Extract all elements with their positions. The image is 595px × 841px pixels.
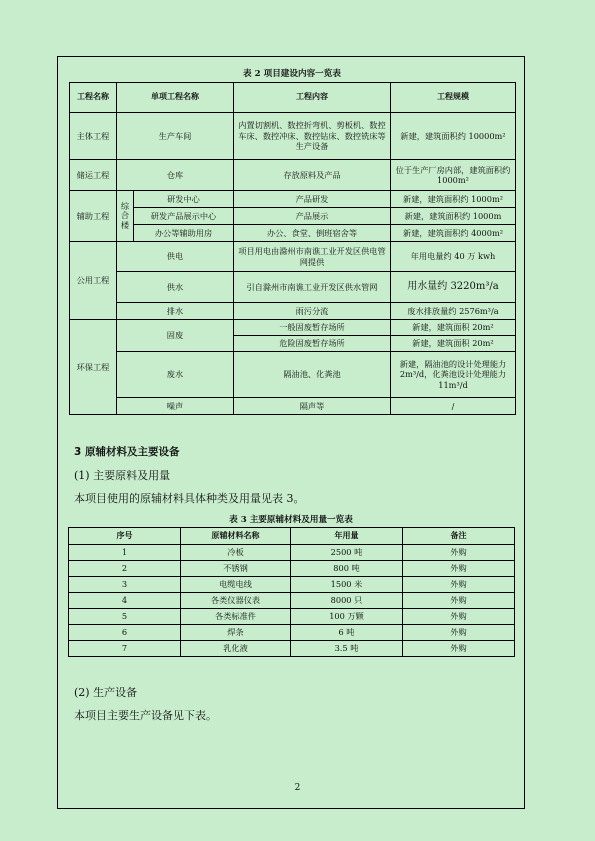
row-material: 乳化液 <box>181 641 291 657</box>
row-usage: 2500 吨 <box>291 545 403 561</box>
project-scale: / <box>391 398 516 415</box>
materials-table <box>68 527 515 657</box>
row-remark: 外购 <box>403 593 515 609</box>
project-content: 产品展示 <box>234 208 391 225</box>
project-content: 引自滁州市南谯工业开发区供水管网 <box>234 272 391 303</box>
subproject-name: 固废 <box>117 320 234 352</box>
header-index: 序号 <box>69 528 181 545</box>
project-scale: 位于生产厂房内部，建筑面积约 1000m² <box>391 160 516 191</box>
category-aux: 辅助工程 <box>70 191 117 242</box>
header-scale: 工程规模 <box>391 83 516 113</box>
project-scale: 废水排放量约 2576m³/a <box>391 303 516 320</box>
row-remark: 外购 <box>403 625 515 641</box>
project-scale: 用水量约 3220m³/a <box>391 272 516 303</box>
project-content: 隔声等 <box>234 398 391 415</box>
subproject-name: 研发中心 <box>134 191 234 208</box>
table-row <box>70 398 516 415</box>
row-usage: 3.5 吨 <box>291 641 403 657</box>
table-row <box>70 242 516 272</box>
row-usage: 800 吨 <box>291 561 403 577</box>
table-row <box>69 609 515 625</box>
row-index: 6 <box>69 625 181 641</box>
row-index: 3 <box>69 577 181 593</box>
row-material: 电缆电线 <box>181 577 291 593</box>
row-material: 各类标准件 <box>181 609 291 625</box>
section-heading: 3 原辅材料及主要设备 <box>74 446 180 458</box>
header-subproject-name: 单项工程名称 <box>117 83 234 113</box>
row-remark: 外购 <box>403 545 515 561</box>
row-usage: 8000 只 <box>291 593 403 609</box>
row-remark: 外购 <box>403 577 515 593</box>
table-row <box>69 577 515 593</box>
project-scale: 新建，建筑面积约 1000m <box>391 208 516 225</box>
table-row <box>70 160 516 191</box>
row-material: 冷板 <box>181 545 291 561</box>
category-env: 环保工程 <box>70 320 117 415</box>
project-content: 隔油池、化粪池 <box>234 352 391 398</box>
row-material: 焊条 <box>181 625 291 641</box>
project-content: 一般固废暂存场所 <box>234 320 391 336</box>
project-scale: 新建，隔油池的设计处理能力 2m³/d，化粪池设计处理能力 11m³/d <box>391 352 516 398</box>
row-material: 各类仪器仪表 <box>181 593 291 609</box>
category-utility: 公用工程 <box>70 242 117 320</box>
table-row <box>69 561 515 577</box>
row-remark: 外购 <box>403 561 515 577</box>
subsection-materials: (1) 主要原料及用量 <box>74 469 171 482</box>
project-scale: 新建，建筑面积约 1000m² <box>391 191 516 208</box>
subproject-name: 废水 <box>117 352 234 398</box>
project-content: 办公、食堂、倒班宿舍等 <box>234 225 391 242</box>
table-row <box>70 191 516 208</box>
row-usage: 6 吨 <box>291 625 403 641</box>
project-content: 存放原料及产品 <box>234 160 391 191</box>
table-row <box>70 225 516 242</box>
project-scale: 新建，建筑面积 20m² <box>391 336 516 352</box>
header-material: 原辅材料名称 <box>181 528 291 545</box>
project-content: 内置切割机、数控折弯机、剪板机、数控车床、数控冲床、数控钻床、数控铣床等生产设备 <box>234 113 391 160</box>
row-usage: 1500 米 <box>291 577 403 593</box>
project-scale: 年用电量约 40 万 kwh <box>391 242 516 272</box>
building-label: 综合楼 <box>117 191 134 242</box>
table-header-row <box>69 528 515 545</box>
row-index: 5 <box>69 609 181 625</box>
page-number: 2 <box>294 783 301 793</box>
subsection-equipment: (2) 生产设备 <box>74 686 138 699</box>
paragraph-materials: 本项目使用的原辅材料具体种类及用量见表 3。 <box>74 492 305 505</box>
subproject-name: 排水 <box>117 303 234 320</box>
row-index: 2 <box>69 561 181 577</box>
header-project-name: 工程名称 <box>70 83 117 113</box>
row-usage: 100 万颗 <box>291 609 403 625</box>
row-index: 7 <box>69 641 181 657</box>
subproject-name: 办公等辅助用房 <box>134 225 234 242</box>
project-content: 产品研发 <box>234 191 391 208</box>
table-header-row <box>70 83 516 113</box>
table-row <box>70 208 516 225</box>
category-main: 主体工程 <box>70 113 117 160</box>
project-scale: 新建，建筑面积约 4000m² <box>391 225 516 242</box>
project-content: 项目用电由滁州市南谯工业开发区供电管网提供 <box>234 242 391 272</box>
project-content: 危险固废暂存场所 <box>234 336 391 352</box>
table-row <box>69 625 515 641</box>
project-content: 雨污分流 <box>234 303 391 320</box>
header-content: 工程内容 <box>234 83 391 113</box>
table-row <box>69 545 515 561</box>
table-row <box>70 352 516 398</box>
header-annual-usage: 年用量 <box>291 528 403 545</box>
table-row <box>69 641 515 657</box>
row-index: 1 <box>69 545 181 561</box>
subproject-name: 生产车间 <box>117 113 234 160</box>
subproject-name: 供水 <box>117 272 234 303</box>
project-scale: 新建，建筑面积 20m² <box>391 320 516 336</box>
row-material: 不锈钢 <box>181 561 291 577</box>
table-row <box>70 320 516 336</box>
table-row <box>70 303 516 320</box>
table-row <box>69 593 515 609</box>
subproject-name: 仓库 <box>117 160 234 191</box>
table-row <box>70 113 516 160</box>
paragraph-equipment: 本项目主要生产设备见下表。 <box>74 709 217 722</box>
subproject-name: 研发产品展示中心 <box>134 208 234 225</box>
category-storage: 储运工程 <box>70 160 117 191</box>
table-row <box>70 272 516 303</box>
row-remark: 外购 <box>403 609 515 625</box>
subproject-name: 供电 <box>117 242 234 272</box>
table3-caption: 表 3 主要原辅材料及用量一览表 <box>229 515 353 525</box>
row-index: 4 <box>69 593 181 609</box>
project-scale: 新建，建筑面积约 10000m² <box>391 113 516 160</box>
table2-caption: 表 2 项目建设内容一览表 <box>243 69 341 79</box>
project-construction-table <box>69 82 516 415</box>
subproject-name: 噪声 <box>117 398 234 415</box>
row-remark: 外购 <box>403 641 515 657</box>
header-remark: 备注 <box>403 528 515 545</box>
